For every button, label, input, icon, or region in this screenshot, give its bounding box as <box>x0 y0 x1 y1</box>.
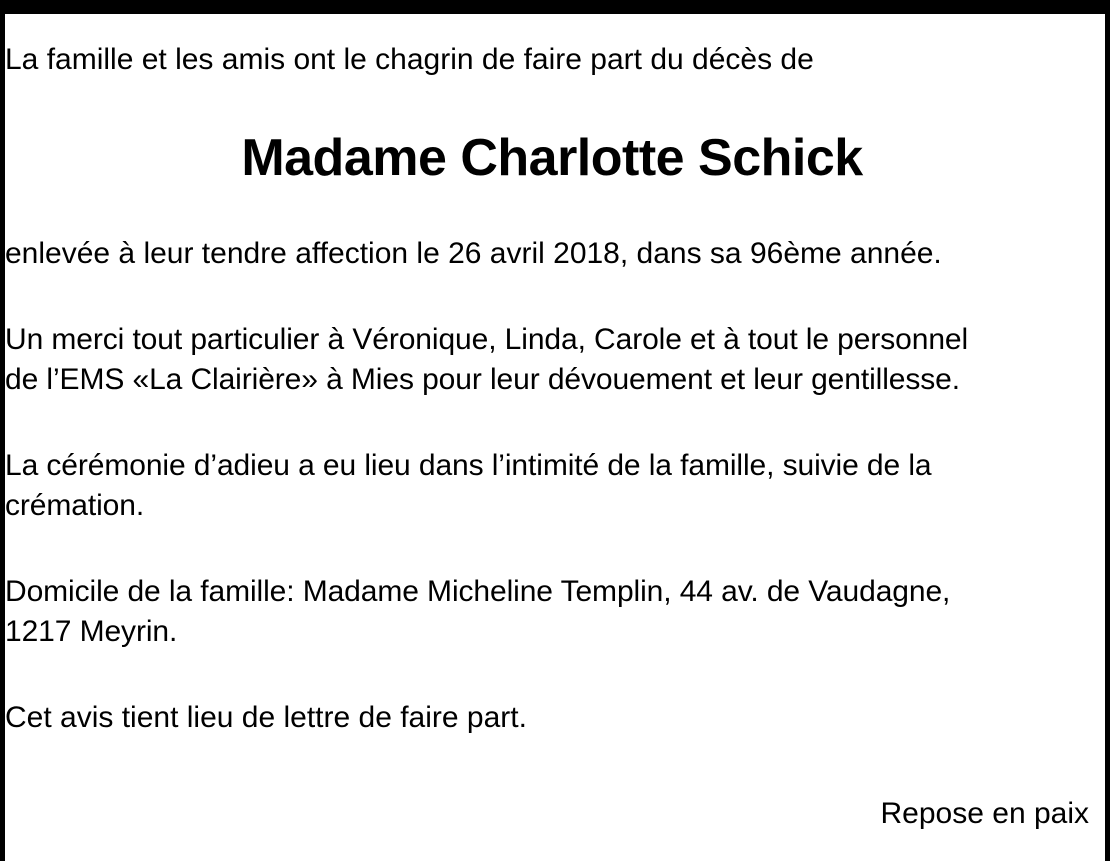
closing-text: Repose en paix <box>880 797 1089 830</box>
intro-text: La famille et les amis ont le chagrin de faire part du décès de <box>5 43 814 76</box>
deceased-name: Madame Charlotte Schick <box>241 129 863 187</box>
thanks-line-1: Un merci tout particulier à Véronique, Linda, Carole et à tout le personnel <box>5 323 969 356</box>
faire-part-text: Cet avis tient lieu de lettre de faire part. <box>5 701 527 734</box>
death-date-text: enlevée à leur tendre affection le 26 avril 2018, dans sa 96ème année. <box>5 237 942 270</box>
ceremony-paragraph <box>5 446 1099 526</box>
top-border-rule <box>0 0 1110 14</box>
right-border-rule <box>1105 0 1110 861</box>
address-line-2: 1217 Meyrin. <box>5 615 178 648</box>
ceremony-line-1: La cérémonie d’adieu a eu lieu dans l’intimité de la famille, suivie de la <box>5 449 932 482</box>
address-paragraph <box>5 572 1099 652</box>
ceremony-line-2: crémation. <box>5 489 145 522</box>
thanks-line-2: de l’EMS «La Clairière» à Mies pour leur dévouement et leur gentillesse. <box>5 363 960 396</box>
notice-content <box>5 14 1105 861</box>
thanks-paragraph <box>5 320 1099 400</box>
address-line-1: Domicile de la famille: Madame Micheline Templin, 44 av. de Vaudagne, <box>5 575 951 608</box>
